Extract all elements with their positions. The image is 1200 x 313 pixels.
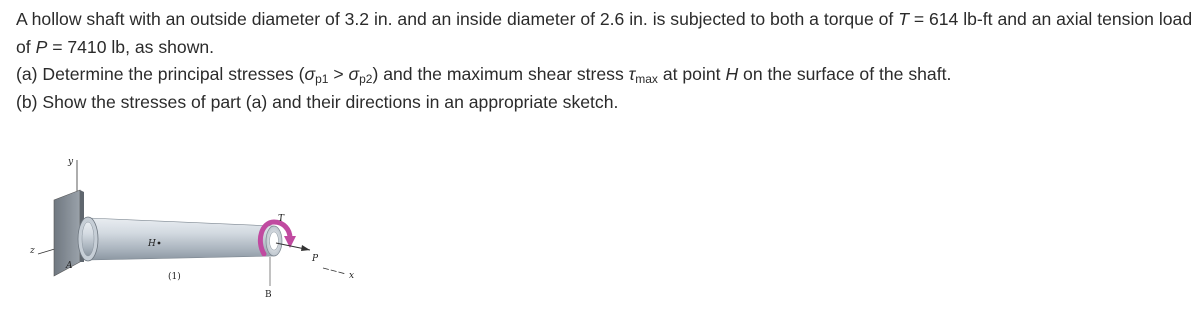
point-h-symbol: H (725, 64, 739, 84)
greater-than: > (328, 64, 349, 84)
x-axis-label: x (349, 271, 355, 281)
problem-text-3: = 7410 lb, as shown. (47, 36, 215, 57)
shaft-figure (28, 150, 388, 310)
member-label: (1) (168, 272, 181, 282)
tau-max-subscript: max (635, 72, 658, 86)
problem-statement (16, 6, 1196, 116)
shaft-body (88, 218, 274, 260)
torque-label: T (278, 214, 285, 224)
sigma-p2-subscript: p2 (359, 72, 373, 86)
point-h-label: H (148, 239, 156, 249)
problem-description (16, 6, 1196, 61)
problem-text-2: = 614 lb-ft and an axial tension load of (16, 9, 1193, 57)
z-axis-label: z (30, 246, 35, 256)
part-a-text-2: ) and the maximum shear stress (372, 64, 629, 84)
sigma-p2-symbol: σ (348, 64, 360, 84)
shaft-bore (270, 232, 279, 250)
support-label-a: A (66, 261, 73, 271)
x-axis-line (323, 268, 346, 274)
part-a-text-1: (a) Determine the principal stresses ( (16, 64, 305, 84)
load-label: P (312, 254, 319, 264)
shaft-diagram (28, 150, 388, 310)
sigma-p1-symbol: σ (304, 64, 316, 84)
tau-max-symbol: τ (628, 64, 636, 84)
y-axis-label: y (68, 157, 74, 167)
load-arrow-head (301, 245, 310, 251)
load-symbol: P (35, 36, 48, 57)
end-b-label: B (265, 290, 272, 300)
torque-symbol: T (898, 9, 909, 29)
sigma-p1-subscript: p1 (315, 72, 329, 86)
point-h-marker (158, 242, 161, 245)
part-b: (b) Show the stresses of part (a) and their directions in an appropriate sketch. (16, 91, 619, 112)
part-a (16, 61, 1196, 89)
problem-text-1: A hollow shaft with an outside diameter of 3.2 in. and an inside diameter of 2.6 in. is subjected to both a torque of (16, 9, 899, 29)
part-a-text-4: on the surface of the shaft. (738, 64, 952, 84)
flange-inner (82, 222, 94, 256)
part-a-text-3: at point (657, 64, 726, 84)
